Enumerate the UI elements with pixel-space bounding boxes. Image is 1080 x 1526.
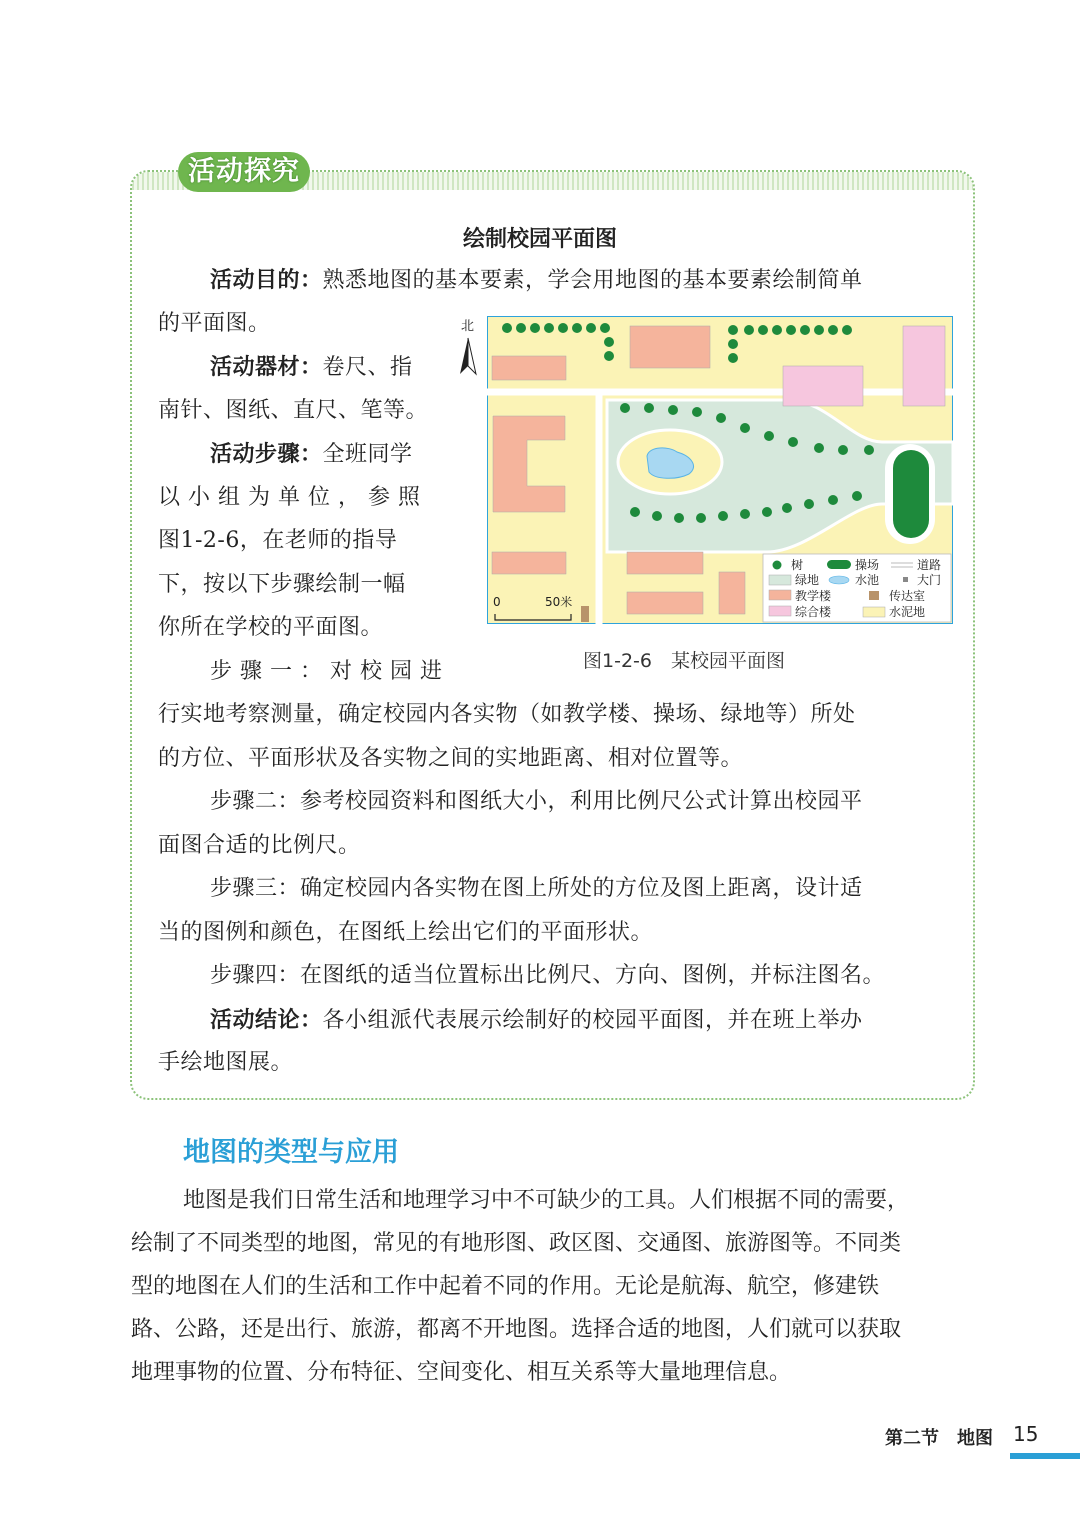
guard-room: [581, 606, 589, 622]
scale-zero: 0: [493, 595, 501, 609]
materials-text-cont: 南针、图纸、直尺、笔等。: [158, 398, 429, 423]
legend-green: 绿地: [795, 573, 820, 587]
legend-complex: 综合楼: [795, 605, 832, 619]
conclusion-paragraph: [210, 1005, 863, 1036]
steps-paragraph: [210, 439, 413, 470]
steps-text: 全班同学: [322, 442, 413, 467]
activity-tag: 活动探究: [178, 152, 310, 192]
purpose-text: 熟悉地图的基本要素，学会用地图的基本要素绘制简单: [322, 268, 863, 293]
legend-playground-icon: [827, 560, 851, 569]
step2-text-2: 面图合适的比例尺。: [158, 833, 361, 858]
scale-end: 50米: [545, 595, 573, 609]
teaching-building-6: [627, 592, 703, 614]
legend-tree: 树: [791, 558, 804, 572]
north-label: 北: [461, 319, 475, 334]
legend-pool-icon: [829, 576, 849, 584]
legend-tree-icon: [773, 561, 782, 570]
section-line-5: 地理事物的位置、分布特征、空间变化、相互关系等大量地理信息。: [131, 1360, 792, 1385]
section-line-1: 地图是我们日常生活和地理学习中不可缺少的工具。人们根据不同的需要，: [183, 1188, 910, 1213]
legend-gate: 大门: [917, 573, 942, 587]
section-line-4: 路、公路，还是出行、旅游，都离不开地图。选择合适的地图，人们就可以获取: [131, 1317, 902, 1342]
purpose-text-cont: 的平面图。: [158, 311, 271, 336]
teaching-building-7: [719, 572, 745, 614]
steps-label: 活动步骤：: [210, 441, 323, 467]
legend-road: 道路: [917, 558, 942, 572]
conclusion-label: 活动结论：: [210, 1007, 323, 1033]
conclusion-text-cont: 手绘地图展。: [158, 1050, 294, 1075]
legend-guard-icon: [869, 591, 879, 600]
purpose-label: 活动目的：: [210, 267, 323, 293]
legend-pool: 水池: [855, 573, 880, 587]
north-arrow-right: [468, 338, 476, 374]
complex-building-2: [903, 326, 945, 406]
legend-playground: 操场: [855, 558, 880, 572]
step3-text-2: 当的图例和颜色，在图纸上绘出它们的平面形状。: [158, 920, 654, 945]
figure-caption: 图1-2-6 某校园平面图: [583, 650, 785, 672]
legend: [763, 554, 951, 622]
materials-text: 卷尺、指: [322, 355, 413, 380]
step2-text-1: 步骤二：参考校园资料和图纸大小，利用比例尺公式计算出校园平: [210, 789, 863, 814]
section-line-2: 绘制了不同类型的地图，常见的有地形图、政区图、交通图、旅游图等。不同类: [131, 1231, 902, 1256]
campus-map: [487, 316, 953, 624]
section-line-3: 型的地图在人们的生活和工作中起着不同的作用。无论是航海、航空，修建铁: [131, 1274, 880, 1299]
steps-text-4: 下，按以下步骤绘制一幅: [158, 572, 406, 597]
legend-green-icon: [769, 575, 791, 585]
page-number: 15: [1013, 1422, 1039, 1446]
teaching-building-5: [627, 552, 703, 574]
legend-cement: 水泥地: [889, 605, 926, 619]
step4-text: 步骤四：在图纸的适当位置标出比例尺、方向、图例，并标注图名。: [210, 963, 886, 988]
step1-text-3: 的方位、平面形状及各实物之间的实地距离、相对位置等。: [158, 746, 744, 771]
legend-guard: 传达室: [889, 589, 926, 603]
legend-teaching-icon: [769, 590, 791, 600]
playground: [893, 450, 929, 538]
legend-gate-icon: [903, 577, 908, 582]
steps-text-2: 以 小 组 为 单 位 ， 参 照: [158, 485, 421, 510]
north-arrow-left: [460, 338, 468, 374]
step1-text-2: 行实地考察测量，确定校园内各实物（如教学楼、操场、绿地等）所处: [158, 702, 856, 727]
steps-text-3: 图1-2-6，在老师的指导: [158, 528, 398, 553]
teaching-building-4: [492, 552, 566, 574]
step1-text-1: 步 骤 一 ： 对 校 园 进: [210, 659, 443, 684]
legend-teaching: 教学楼: [795, 589, 832, 603]
activity-title: 绘制校园平面图: [462, 227, 617, 252]
legend-cement-icon: [863, 607, 885, 617]
teaching-building-1: [492, 356, 566, 380]
teaching-building-2: [630, 326, 710, 368]
page-number-bar: [1010, 1453, 1080, 1459]
legend-complex-icon: [769, 606, 791, 616]
step3-text-1: 步骤三：确定校园内各实物在图上所处的方位及图上距离，设计适: [210, 876, 863, 901]
materials-paragraph: [210, 352, 413, 383]
purpose-paragraph: [210, 265, 863, 296]
footer-chapter: 第二节 地图: [885, 1428, 993, 1449]
materials-label: 活动器材：: [210, 354, 323, 380]
conclusion-text: 各小组派代表展示绘制好的校园平面图，并在班上举办: [322, 1008, 863, 1033]
complex-building-1: [783, 366, 863, 406]
steps-text-5: 你所在学校的平面图。: [158, 615, 384, 640]
north-arrow-icon: [454, 316, 484, 380]
section-heading: 地图的类型与应用: [183, 1137, 399, 1168]
